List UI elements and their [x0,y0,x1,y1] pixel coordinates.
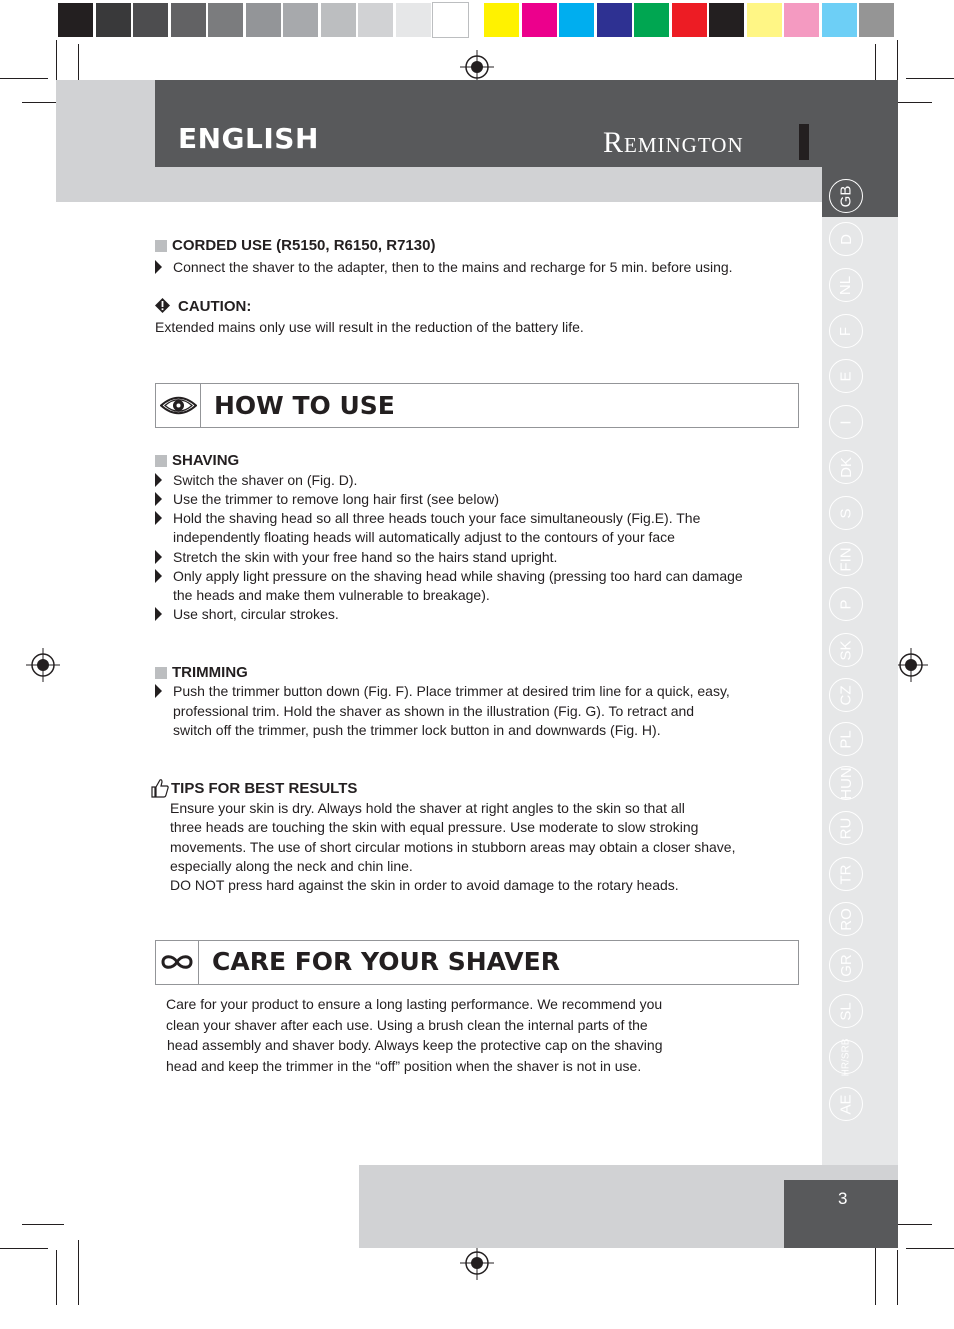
crop-mark [906,78,954,79]
color-swatch [396,3,431,37]
language-tab-ru[interactable] [829,811,863,845]
language-tab-cz[interactable] [829,678,863,712]
color-swatch [822,3,857,37]
language-tab-s[interactable] [829,496,863,530]
tips-heading: TIPS FOR BEST RESULTS [171,780,358,797]
shaving-bullet-cont: the heads and make them vulnerable to breakage). [173,587,490,603]
shaving-bullet-cont: independently floating heads will automatically adjust to the contours of your face [173,529,675,545]
language-tab-gr[interactable] [829,948,863,982]
language-tab-ae[interactable] [829,1087,863,1121]
language-tab-gb[interactable] [829,179,863,213]
language-tab-ro[interactable] [829,902,863,936]
crop-mark [897,40,898,80]
color-swatch [321,3,356,37]
language-tab-label: TR [837,864,855,884]
caution-text: Extended mains only use will result in the reduction of the battery life. [155,319,584,335]
language-tab-dk[interactable] [829,450,863,484]
bullet-arrow-icon [155,492,162,506]
language-tab-label: HR/SRB [840,1038,852,1076]
color-swatch [709,3,744,37]
registration-mark-icon [894,648,928,682]
language-tab-d[interactable] [829,222,863,256]
language-tab-label: I [837,419,855,425]
tips-text: Ensure your skin is dry. Always hold the shaver at right angles to the skin so that all [170,800,685,816]
color-swatch [58,3,93,37]
language-tab-label: GR [837,953,855,977]
crop-mark [56,1250,57,1305]
caution-heading: CAUTION: [178,298,252,315]
section-square-icon [155,240,167,252]
color-swatch [433,3,468,37]
language-tab-sk[interactable] [829,633,863,667]
crop-mark [22,1224,64,1225]
bullet-arrow-icon [155,684,162,698]
color-swatch [859,3,894,37]
language-tab-label: P [837,598,855,610]
trimming-heading: TRIMMING [172,664,248,681]
eye-icon [160,394,197,417]
care-text: clean your shaver after each use. Using a brush clean the internal parts of the [166,1017,648,1033]
logo-bar [799,124,809,160]
color-swatch [747,3,782,37]
language-tab-label: D [837,233,855,245]
language-tab-label: FIN [837,546,855,572]
language-tab-nl[interactable] [829,268,863,302]
registration-mark-icon [460,1246,494,1280]
crop-mark [897,1250,898,1305]
crop-mark [78,1240,79,1305]
color-swatch [484,3,519,37]
color-swatch [133,3,168,37]
tips-text: especially along the neck and chin line. [170,858,413,874]
language-tab-label: F [837,326,855,336]
color-swatch [171,3,206,37]
shaving-bullet: Switch the shaver on (Fig. D). [173,472,358,488]
color-swatch [597,3,632,37]
language-tab-label: E [837,370,855,382]
language-tab-label: RO [837,907,855,931]
thumbs-up-icon [150,778,169,798]
section-square-icon [155,455,167,467]
color-swatch [283,3,318,37]
care-title: CARE FOR YOUR SHAVER [212,947,560,976]
care-text: Care for your product to ensure a long lasting performance. We recommend you [166,996,663,1012]
corded-bullet: Connect the shaver to the adapter, then to the mains and recharge for 5 min. before using. [173,259,733,275]
shaving-bullet: Stretch the skin with your free hand so the hairs stand upright. [173,549,558,565]
language-tab-label: RU [837,817,855,839]
color-swatch [634,3,669,37]
color-swatch [246,3,281,37]
tips-text: three heads are touching the skin with equal pressure. Use moderate to slow stroking [170,819,699,835]
color-swatch [358,3,393,37]
bullet-arrow-icon [155,550,162,564]
tips-text: DO NOT press hard against the skin in order to avoid damage to the rotary heads. [170,877,679,893]
crop-mark [906,1248,954,1249]
bullet-arrow-icon [155,260,162,274]
language-tab-label: PL [837,729,855,749]
crop-mark [0,78,48,79]
language-tab-label: HUN [837,766,855,800]
language-tab-sl[interactable] [829,994,863,1028]
care-text: head assembly and shaver body. Always keep the protective cap on the shaving [167,1037,663,1053]
page-title: ENGLISH [178,122,319,155]
caution-icon [155,298,170,313]
bullet-arrow-icon [155,511,162,525]
bullet-arrow-icon [155,607,162,621]
language-tab-label: SL [837,1001,855,1021]
care-text: head and keep the trimmer in the “off” position when the shaver is not in use. [166,1058,642,1074]
registration-mark-icon [460,50,494,84]
language-tab-hun[interactable] [829,766,863,800]
language-tab-label: DK [837,456,855,478]
color-swatch [522,3,557,37]
color-swatch [96,3,131,37]
language-tab-label: GB [837,185,855,207]
bullet-arrow-icon [155,569,162,583]
crop-mark [875,1240,876,1305]
crop-mark [56,40,57,80]
how-to-use-title: HOW TO USE [214,391,395,420]
bullet-arrow-icon [155,473,162,487]
color-swatch [208,3,243,37]
tips-text: movements. The use of short circular motions in stubborn areas may obtain a closer shave, [170,839,736,855]
crop-mark [0,1248,48,1249]
brand-logo: Remington [603,126,744,159]
language-tab-label: SK [837,639,855,661]
language-tab-pl[interactable] [829,722,863,756]
section-square-icon [155,667,167,679]
language-tab-i[interactable] [829,405,863,439]
shaving-bullet: Use the trimmer to remove long hair first (see below) [173,491,499,507]
trimming-text: Push the trimmer button down (Fig. F). Place trimmer at desired trim line for a quick, easy, [173,683,730,699]
trimming-text: professional trim. Hold the shaver as shown in the illustration (Fig. G). To retract and [173,703,695,719]
shaving-bullet: Only apply light pressure on the shaving head while shaving (pressing too hard can damage [173,568,743,584]
infinity-icon [159,952,195,972]
language-tab-label: NL [837,275,855,295]
color-swatch [672,3,707,37]
shaving-bullet: Use short, circular strokes. [173,606,339,622]
registration-mark-icon [26,648,60,682]
language-tab-fin[interactable] [829,542,863,576]
shaving-bullet: Hold the shaving head so all three heads touch your face simultaneously (Fig.E). The [173,510,701,526]
shaving-heading: SHAVING [172,452,240,469]
language-tab-hr-srb[interactable] [829,1040,863,1074]
language-tab-tr[interactable] [829,857,863,891]
color-swatch [559,3,594,37]
language-tab-label: CZ [837,685,855,705]
language-tab-label: AE [837,1093,855,1115]
language-tab-e[interactable] [829,359,863,393]
language-tab-f[interactable] [829,314,863,348]
color-swatch [784,3,819,37]
trimming-text: switch off the trimmer, push the trimmer lock button in and downwards (Fig. H). [173,722,661,738]
page-number: 3 [838,1189,848,1208]
language-tab-p[interactable] [829,587,863,621]
corded-heading: CORDED USE (R5150, R6150, R7130) [172,237,436,254]
language-tab-label: S [837,507,855,519]
